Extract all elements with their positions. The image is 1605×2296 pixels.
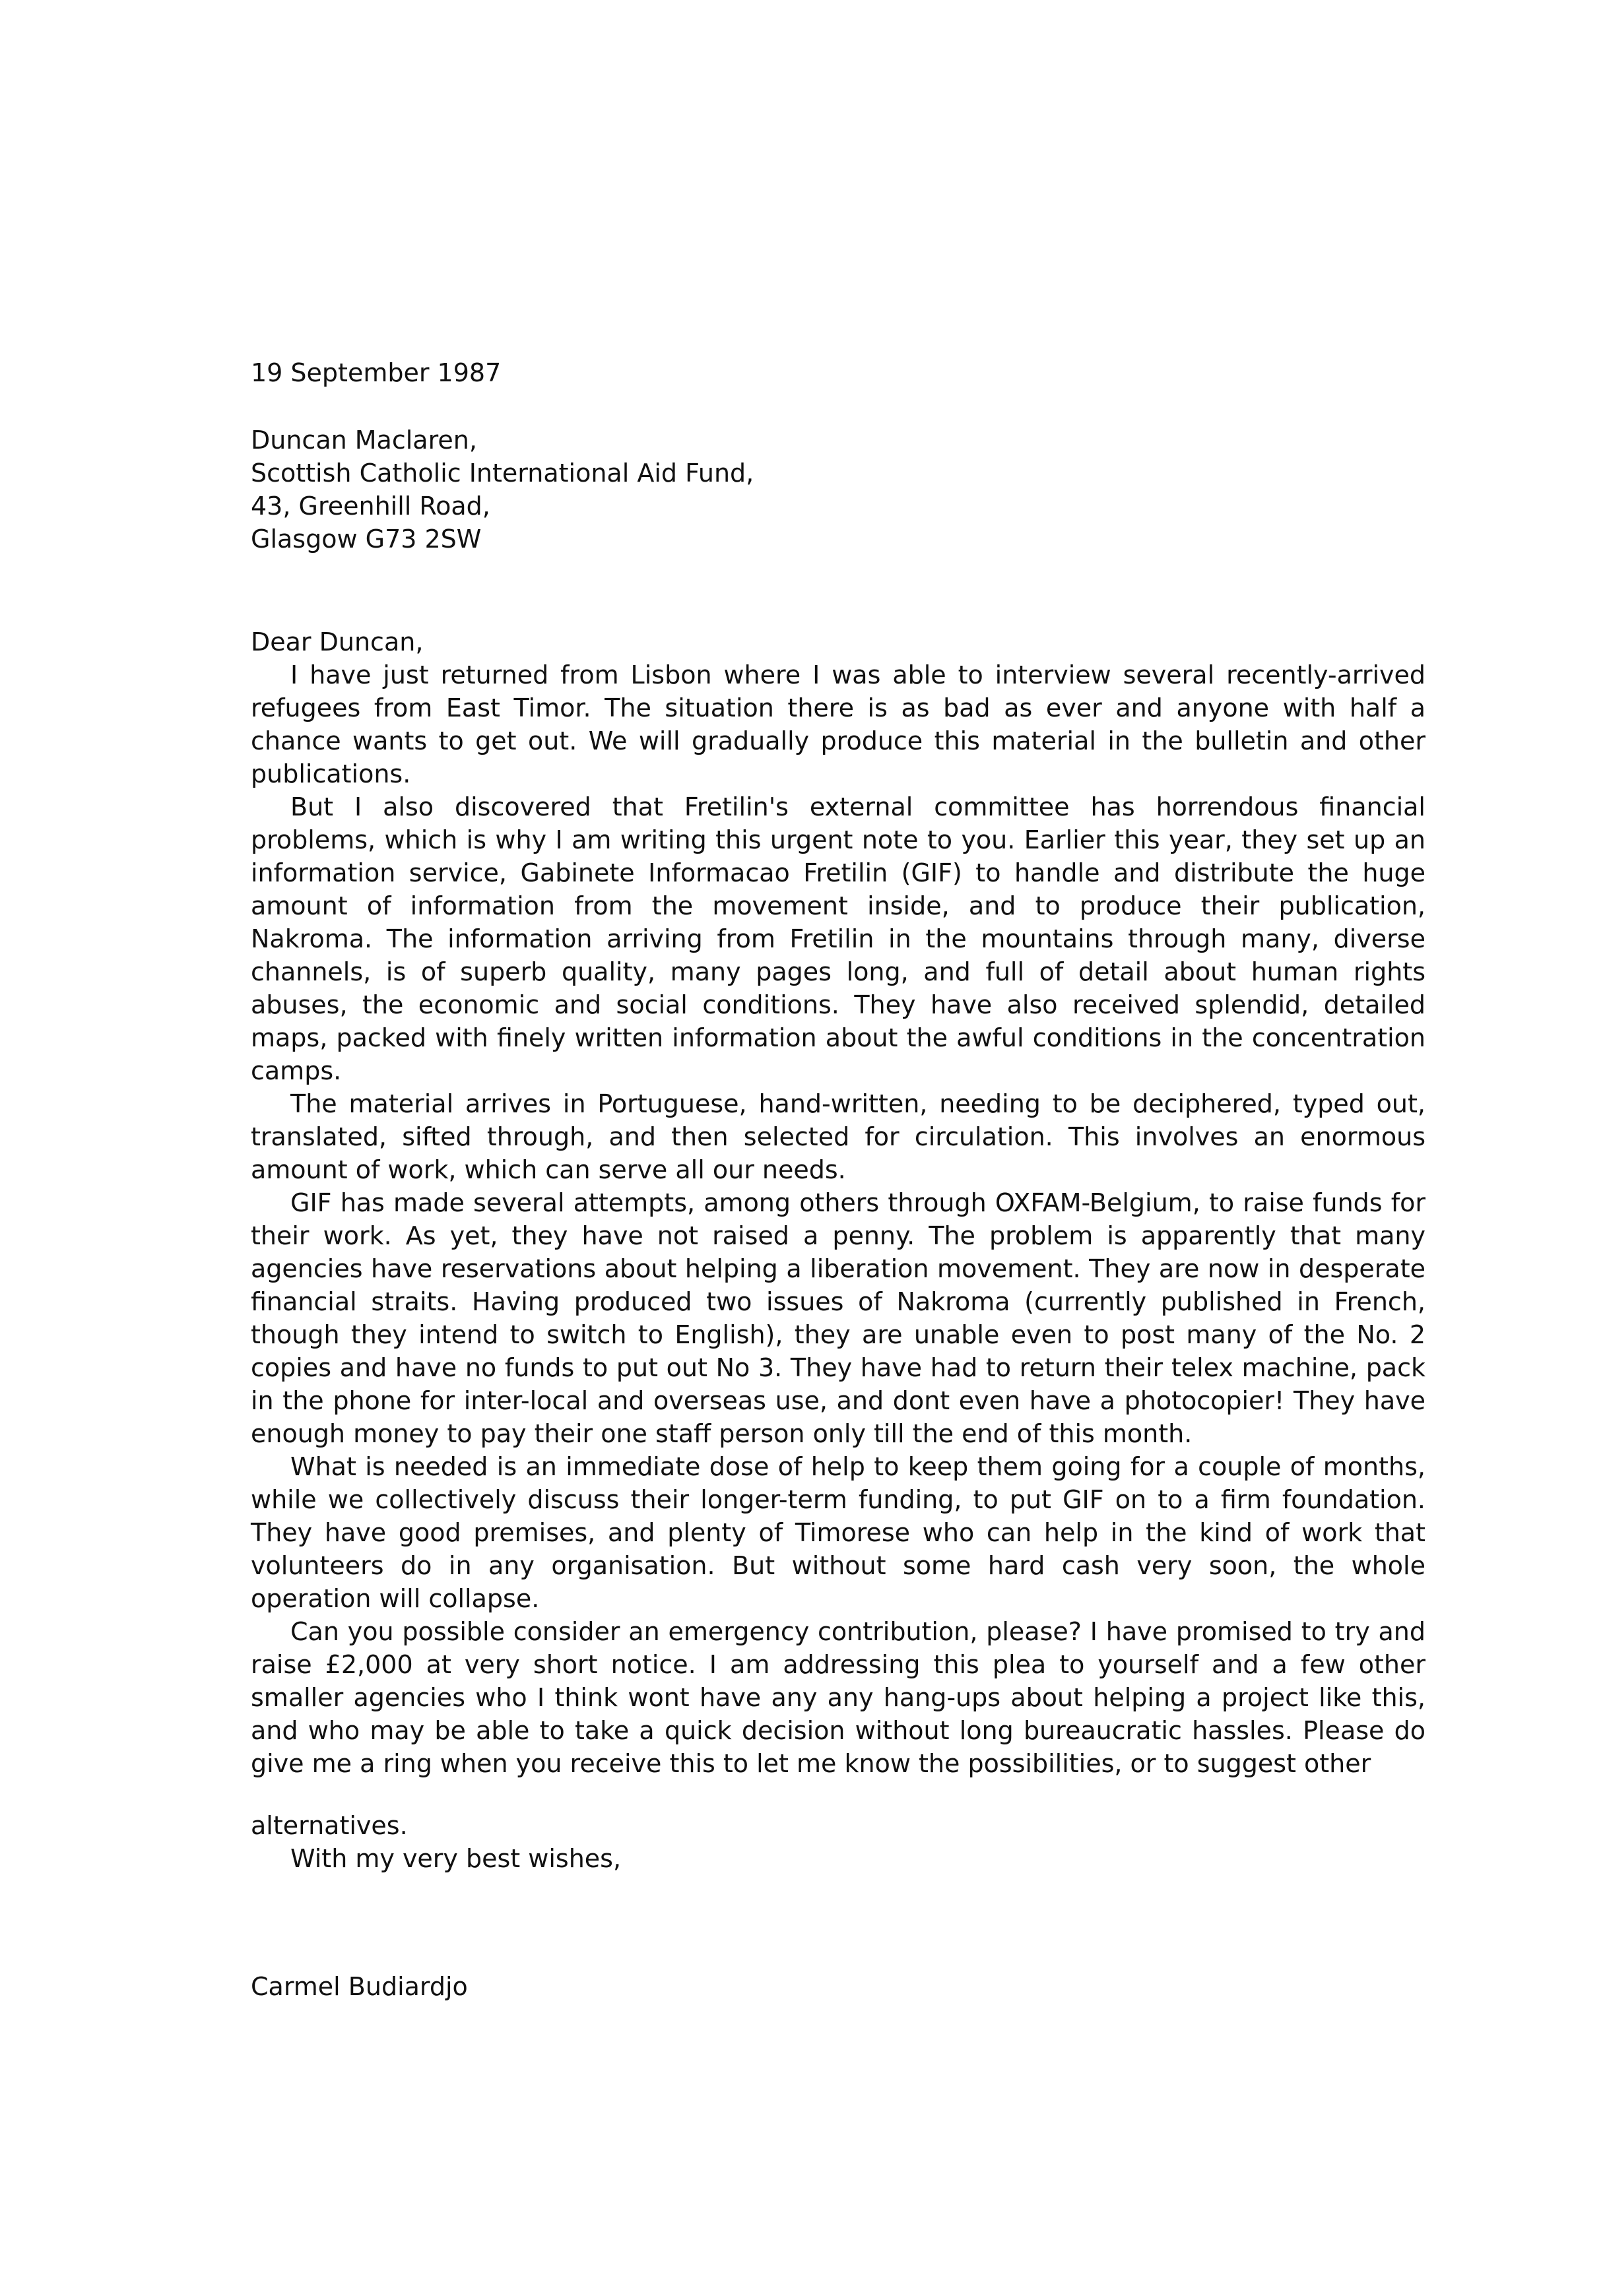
- body-paragraph: Can you possible consider an emergency contribution, please? I have promised to try and raise £2,000 at very short notice. I am addressing this plea to yourself and a few other smaller agencies who I think wont have any any hang-ups about helping a project like this, and who may be able to take a quick decision without long bureaucratic hassles. Please do give me a ring when you receive this to let me know the possibilities, or to suggest other: [251, 1617, 1425, 1778]
- salutation: Dear Duncan,: [251, 627, 424, 656]
- body-paragraph: What is needed is an immediate dose of help to keep them going for a couple of months, while we collectively discuss their longer-term funding, to put GIF on to a firm foundation. They have good premises, and plenty of Timorese who can help in the kind of work that volunteers do in any organisation. But without some hard cash very soon, the whole operation will collapse.: [251, 1452, 1425, 1613]
- letter: [251, 356, 1425, 2003]
- body-paragraph: I have just returned from Lisbon where I was able to interview several recently-arrived refugees from East Timor. The situation there is as bad as ever and anyone with half a chance wants to get out. We will gradually produce this material in the bulletin and other publications.: [251, 660, 1425, 788]
- recipient-name: Duncan Maclaren,: [251, 426, 477, 455]
- body-continuation: alternatives.: [251, 1811, 408, 1840]
- body-paragraph: But I also discovered that Fretilin's external committee has horrendous financial problems, which is why I am writing this urgent note to you. Earlier this year, they set up an information service, Gabinete Informacao Fretilin (GIF) to handle and distribute the huge amount of information from the movement inside, and to produce their publication, Nakroma. The information arriving from Fretilin in the mountains through many, diverse channels, is of superb quality, many pages long, and full of detail about human rights abuses, the economic and social conditions. They have also received splendid, detailed maps, packed with finely written information about the awful conditions in the concentration camps.: [251, 792, 1425, 1085]
- body-paragraph: The material arrives in Portuguese, hand-written, needing to be deciphered, typed out, translated, sifted through, and then selected for circulation. This involves an enormous amount of work, which can serve all our needs.: [251, 1089, 1425, 1184]
- closing: With my very best wishes,: [290, 1844, 622, 1873]
- signature: Carmel Budiardjo: [251, 1972, 468, 2001]
- recipient-street: 43, Greenhill Road,: [251, 492, 490, 521]
- recipient-address: [251, 424, 1425, 556]
- letter-date: 19 September 1987: [251, 358, 502, 387]
- recipient-city: Glasgow G73 2SW: [251, 525, 482, 554]
- recipient-organisation: Scottish Catholic International Aid Fund,: [251, 459, 754, 488]
- body-paragraph: GIF has made several attempts, among others through OXFAM-Belgium, to raise funds for their work. As yet, they have not raised a penny. The problem is apparently that many agencies have reservations about helping a liberation movement. They are now in desperate financial straits. Having produced two issues of Nakroma (currently published in French, though they intend to switch to English), they are unable even to post many of the No. 2 copies and have no funds to put out No 3. They have had to return their telex machine, pack in the phone for inter-local and overseas use, and dont even have a photocopier! They have enough money to pay their one staff person only till the end of this month.: [251, 1188, 1425, 1448]
